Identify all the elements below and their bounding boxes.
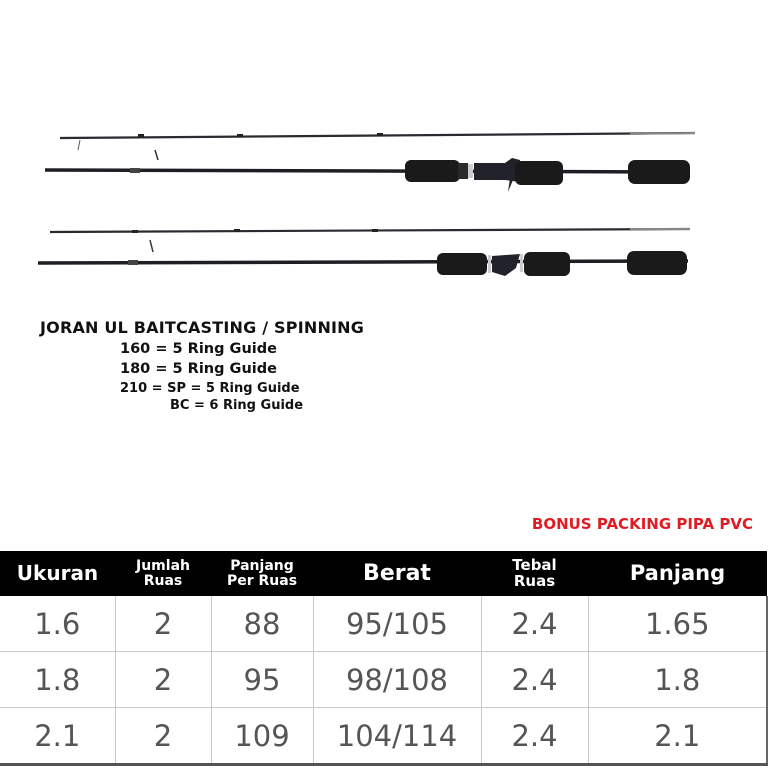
header-panjang: Panjang <box>588 551 767 596</box>
product-caption <box>40 318 364 413</box>
cell-ukuran: 1.6 <box>0 596 115 652</box>
cell-ukuran: 1.8 <box>0 652 115 708</box>
cell-berat: 95/105 <box>313 596 481 652</box>
header-panjang-per-ruas: Panjang Per Ruas <box>211 551 313 596</box>
baitcasting-rod <box>45 133 695 192</box>
cell-jumlah-ruas: 2 <box>115 708 211 765</box>
caption-line-210-sp: 210 = SP = 5 Ring Guide <box>120 381 300 396</box>
table-header-row <box>0 551 767 596</box>
table-row <box>0 708 767 765</box>
cell-panjang-per-ruas: 95 <box>211 652 313 708</box>
caption-line-180: 180 = 5 Ring Guide <box>120 361 277 377</box>
cell-panjang: 1.8 <box>588 652 767 708</box>
cell-ukuran: 2.1 <box>0 708 115 765</box>
cell-panjang-per-ruas: 88 <box>211 596 313 652</box>
cell-panjang: 1.65 <box>588 596 767 652</box>
caption-line-160: 160 = 5 Ring Guide <box>120 341 277 357</box>
cell-berat: 104/114 <box>313 708 481 765</box>
spinning-rod <box>38 229 690 276</box>
cell-jumlah-ruas: 2 <box>115 596 211 652</box>
spec-table <box>0 551 768 766</box>
product-image-rods <box>0 0 769 300</box>
caption-title: JORAN UL BAITCASTING / SPINNING <box>40 318 365 337</box>
header-tebal-ruas: Tebal Ruas <box>481 551 588 596</box>
caption-line-210-bc: BC = 6 Ring Guide <box>170 398 304 413</box>
table-row <box>0 596 767 652</box>
header-ukuran: Ukuran <box>0 551 115 596</box>
cell-tebal-ruas: 2.4 <box>481 652 588 708</box>
table-row <box>0 652 767 708</box>
cell-panjang: 2.1 <box>588 708 767 765</box>
cell-jumlah-ruas: 2 <box>115 652 211 708</box>
bonus-packing-note: BONUS PACKING PIPA PVC <box>531 515 753 533</box>
cell-berat: 98/108 <box>313 652 481 708</box>
cell-panjang-per-ruas: 109 <box>211 708 313 765</box>
header-berat: Berat <box>313 551 481 596</box>
cell-tebal-ruas: 2.4 <box>481 596 588 652</box>
header-jumlah-ruas: Jumlah Ruas <box>115 551 211 596</box>
cell-tebal-ruas: 2.4 <box>481 708 588 765</box>
